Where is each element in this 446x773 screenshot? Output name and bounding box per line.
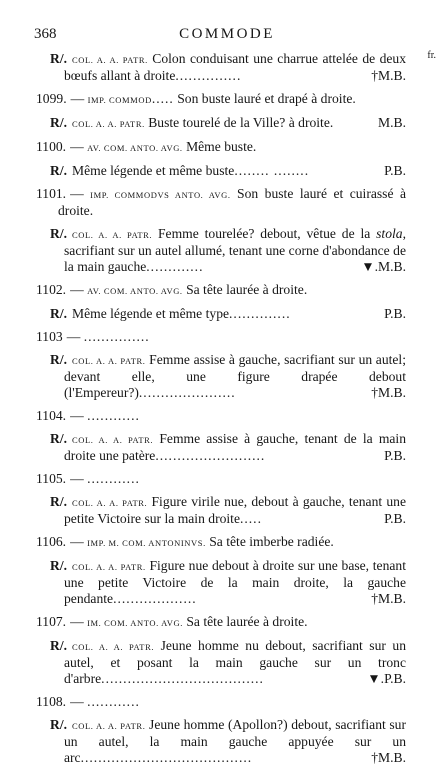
reverse-entry: [50, 226, 406, 275]
value: P.B.: [384, 511, 406, 526]
leader-dots: .....: [151, 91, 174, 106]
entry-number: 1104.: [36, 408, 67, 423]
obverse-entry: [36, 534, 406, 551]
description: Figure nue debout à droite sur une base, tenant une petite Victoire de la main droite, la gauche pendante: [64, 558, 406, 606]
value: †M.B.: [371, 591, 406, 606]
leader-dots: .........................: [155, 448, 266, 463]
legend: COL. A. A. PATR.: [72, 119, 145, 129]
reverse-entry: [50, 431, 406, 464]
description: Figure virile nue, debout à gauche, tenant une petite Victoire sur la main droite: [64, 494, 406, 526]
obverse-entry: [36, 614, 406, 631]
reverse-symbol: R/.: [50, 558, 67, 573]
reverse-entry: [50, 558, 406, 607]
description: Sa tête laurée à droite.: [186, 614, 308, 629]
page-number: 368: [34, 26, 57, 42]
obverse-entry: [36, 408, 406, 424]
dash: —: [70, 471, 84, 486]
description: Jeune homme (Apollon?) debout, sacrifiant sur un autel, la main gauche appuyée sur un arc: [64, 717, 406, 765]
leader-dots: ...............: [175, 68, 242, 83]
entry-number: 1107.: [36, 614, 67, 629]
entry-number: 1101.: [36, 186, 67, 201]
leader-dots: ......................: [138, 385, 236, 400]
value: M.B.: [378, 115, 406, 130]
reverse-symbol: R/.: [50, 431, 67, 446]
obverse-entry: [36, 471, 406, 487]
value: ▼.M.B.: [361, 259, 406, 274]
entry-number: 1108.: [36, 694, 67, 709]
description: Buste tourelé de la Ville? à droite.: [148, 115, 334, 130]
leader-dots: ........ ........: [234, 163, 310, 178]
description: Sa tête imberbe radiée.: [209, 534, 334, 549]
legend: COL. A. A. PATR.: [72, 721, 146, 731]
legend: COL. A. A. PATR.: [72, 435, 154, 445]
value: P.B.: [384, 163, 406, 178]
description: Sa tête laurée à droite.: [186, 282, 308, 297]
leader-dots: ...................: [113, 591, 197, 606]
description: Son buste lauré et cuirassé à droite.: [58, 186, 406, 218]
reverse-entry: [50, 51, 406, 84]
value: P.B.: [384, 306, 406, 321]
reverse-symbol: R/.: [50, 163, 67, 178]
reverse-symbol: R/.: [50, 115, 67, 130]
value: P.B.: [384, 448, 406, 463]
reverse-entry: [50, 638, 406, 687]
stola-term: stola: [376, 226, 403, 241]
reverse-symbol: R/.: [50, 226, 67, 241]
catalogue-text: [36, 51, 406, 773]
description: Colon conduisant une charrue attelée de deux bœufs allant à droite: [64, 51, 406, 83]
dash: —: [70, 282, 84, 297]
legend: IMP. COMMOD: [87, 95, 152, 105]
dash: —: [70, 186, 84, 201]
entry-number: 1102.: [36, 282, 67, 297]
leader-dots: ............: [87, 471, 140, 486]
legend: COL. A. A. PATR.: [72, 642, 155, 652]
reverse-entry: [50, 494, 406, 527]
dash: —: [70, 408, 84, 423]
leader-dots: ............: [87, 694, 140, 709]
legend: AV. COM. ANTO. AVG.: [87, 286, 183, 296]
obverse-entry: [36, 139, 406, 156]
margin-note: fr.: [427, 50, 436, 61]
page-header: [34, 26, 420, 46]
obverse-entry: [36, 329, 406, 345]
reverse-symbol: R/.: [50, 352, 67, 367]
legend: COL. A. A. PATR.: [72, 498, 148, 508]
reverse-entry: [50, 352, 406, 401]
obverse-entry: [36, 282, 406, 299]
legend: COL. A. A. PATR.: [72, 356, 146, 366]
description: Jeune homme nu debout, sacrifiant sur un autel, et posant la main gauche sur un tronc d'arbre: [64, 638, 407, 686]
description: Même légende et même type: [72, 306, 230, 321]
description: Même légende et même buste: [72, 163, 235, 178]
entry-number: 1099.: [36, 91, 67, 106]
description: Même buste.: [186, 139, 257, 154]
leader-dots: ............: [87, 408, 140, 423]
reverse-symbol: R/.: [50, 638, 67, 653]
entry-number: 1106.: [36, 534, 67, 549]
reverse-symbol: R/.: [50, 494, 67, 509]
entry-number: 1100.: [36, 139, 67, 154]
reverse-symbol: R/.: [50, 306, 67, 321]
leader-dots: ..............: [229, 306, 291, 321]
value: †M.B.: [371, 385, 406, 400]
dash: —: [70, 534, 84, 549]
reverse-entry: [50, 717, 406, 766]
reverse-entry: [50, 115, 406, 132]
leader-dots: ...............: [83, 329, 150, 344]
leader-dots: .......................................: [80, 750, 253, 765]
value: †M.B.: [371, 750, 406, 765]
entry-number: 1105.: [36, 471, 67, 486]
obverse-entry: [36, 91, 406, 108]
reverse-symbol: R/.: [50, 51, 67, 66]
legend: COL. A. A. PATR.: [72, 562, 146, 572]
legend: COL. A. A. PATR.: [72, 230, 153, 240]
reverse-entry: [50, 306, 406, 322]
reverse-entry: [50, 163, 406, 179]
description: Son buste lauré et drapé à droite.: [177, 91, 356, 106]
legend: IM. COM. ANTO. AVG.: [87, 618, 183, 628]
entry-number: 1103: [36, 329, 63, 344]
legend: IMP. COMMODVS ANTO. AVG.: [90, 190, 231, 200]
dash: —: [70, 139, 84, 154]
description: Femme assise à gauche, sacrifiant sur un autel; devant elle, une figure drapée debout (l'Empereur?): [64, 352, 406, 400]
legend: AV. COM. ANTO. AVG.: [87, 143, 183, 153]
value: ▼.P.B.: [367, 671, 406, 686]
dash: —: [70, 91, 85, 106]
leader-dots: .....................................: [101, 671, 264, 686]
leader-dots: .............: [146, 259, 204, 274]
value: †M.B.: [371, 68, 406, 83]
reverse-symbol: R/.: [50, 717, 67, 732]
leader-dots: .....: [239, 511, 262, 526]
dash: —: [66, 329, 81, 344]
legend: COL. A. A. PATR.: [72, 55, 148, 65]
description-continued: , sacrifiant sur un autel allumé, tenant une corne d'abondance de la main gauche: [64, 226, 406, 274]
obverse-entry: [36, 186, 406, 219]
obverse-entry: [36, 694, 406, 710]
dash: —: [70, 694, 84, 709]
dash: —: [70, 614, 84, 629]
description: Femme tourelée? debout, vêtue de la: [158, 226, 371, 241]
running-title: COMMODE: [179, 26, 275, 42]
description: Femme assise à gauche, tenant de la main droite une patère: [64, 431, 407, 463]
legend: IMP. M. COM. ANTONINVS.: [87, 538, 206, 548]
